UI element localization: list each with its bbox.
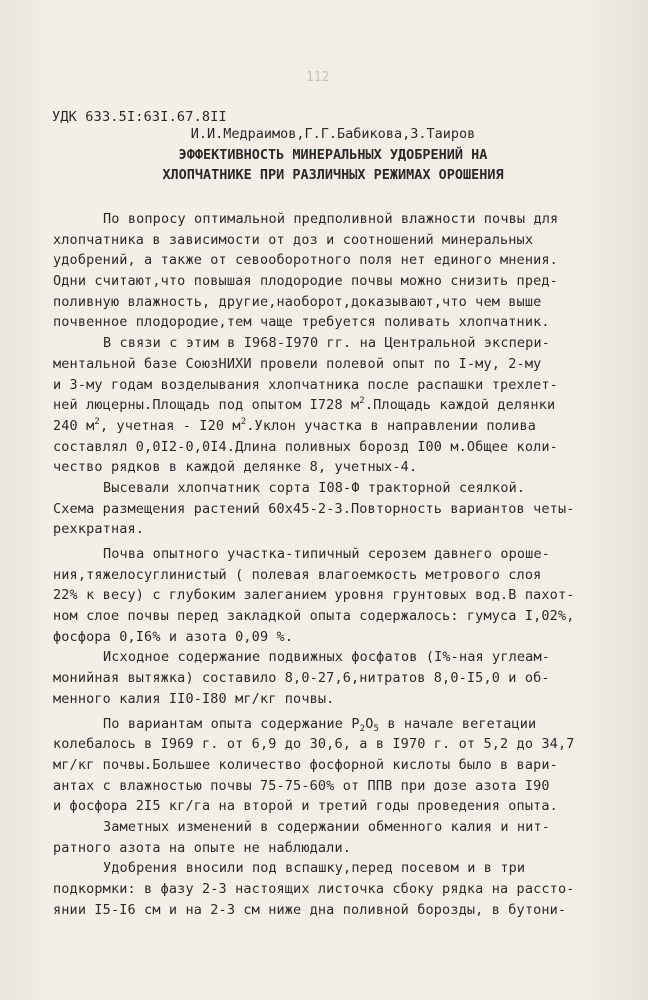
text-line: янии I5-I6 см и на 2-3 см ниже дна поливной борозды, в бутони- xyxy=(53,901,567,918)
text-span: в начале вегетации xyxy=(379,715,537,732)
text-line: почвенное плодородие,тем чаще требуется поливать хлопчатник. xyxy=(53,314,550,331)
text-line: чество рядков в каждой делянке 8, учетных-4. xyxy=(53,459,418,476)
title-line-2: ХЛОПЧАТНИКЕ ПРИ РАЗЛИЧНЫХ РЕЖИМАХ ОРОШЕНИЯ xyxy=(162,167,504,183)
subscript: 2 xyxy=(359,723,366,734)
text-span: О xyxy=(365,715,374,732)
text-line xyxy=(53,416,643,437)
text-line: ментальной базе СоюзНИХИ провели полевой опыт по I-му, 2-му xyxy=(53,355,542,372)
text-line: Почва опытного участка-типичный серозем давнего ороше- xyxy=(103,546,550,562)
text-line: рехкратная. xyxy=(53,521,145,538)
text-line: По вопросу оптимальной предполивной влажности почвы для xyxy=(103,211,559,227)
text-span: ней люцерны.Площадь под опытом I728 м xyxy=(53,397,360,414)
text-line: ния,тяжелосуглинистый ( полевая влагоемкость метрового слоя xyxy=(53,566,542,583)
text-line: монийная вытяжка) составило 8,0-27,6,нитратов 8,0-I5,0 и об- xyxy=(53,670,550,687)
text-line: подкормки: в фазу 2-3 настоящих листочка сбоку рядка на рассто- xyxy=(53,881,575,897)
authors: И.И.Медраимов,Г.Г.Бабикова,З.Таиров xyxy=(190,126,476,142)
text-line: В связи с этим в I968-I970 гг. на Центральной экспери- xyxy=(103,335,550,352)
text-line: составлял 0,0I2-0,0I4.Длина поливных борозд I00 м.Общее коли- xyxy=(53,438,558,455)
text-span: По вариантам опыта содержание Р xyxy=(103,715,360,732)
text-line: менного калия II0-I80 мг/кг почвы. xyxy=(53,690,335,707)
udc-code: УДК 633.5I:63I.67.8II xyxy=(52,109,227,125)
text-line: Заметных изменений в содержании обменного калия и нит- xyxy=(103,818,550,835)
superscript: 2 xyxy=(359,396,365,407)
text-line: антах с влажностью почвы 75-75-60% от ППВ при дозе азота I90 xyxy=(53,777,550,794)
superscript: 2 xyxy=(240,416,247,427)
superscript: 2 xyxy=(94,416,100,427)
text-line: Исходное содержание подвижных фосфатов (I%-ная углеам- xyxy=(103,649,550,666)
text-line: удобрений, а также от севооборотного поля нет единого мнения. xyxy=(53,252,558,269)
text-span: .Уклон участка в направлении полива xyxy=(246,417,537,434)
page-number: 112 xyxy=(306,70,330,85)
text-line: фосфора 0,I6% и азота 0,09 %. xyxy=(53,628,294,645)
text-line: и 3-му годам возделывания хлопчатника после распашки трехлет- xyxy=(53,376,558,393)
text-line: ном слое почвы перед закладкой опыта содержалось: гумуса I,02%, xyxy=(53,608,575,625)
text-line: хлопчатника в зависимости от доз и соотношений минеральных xyxy=(53,231,534,248)
text-line: колебалось в I969 г. от 6,9 до 30,6, а в I970 г. от 5,2 до 34,7 xyxy=(53,736,575,753)
text-line: Высевали хлопчатник сорта I08-Ф тракторной сеялкой. xyxy=(103,479,526,496)
text-line: поливную влажность, другие,наоборот,доказывают,что чем выше xyxy=(53,293,542,310)
text-span: .Площадь каждой делянки xyxy=(364,397,556,414)
text-line: ратного азота на опыте не наблюдали. xyxy=(53,839,351,856)
text-line: Одни считают,что повышая плодородие почвы можно снизить пред- xyxy=(53,273,558,290)
article-body xyxy=(53,209,643,920)
text-line: Удобрения вносили под вспашку,перед посевом и в три xyxy=(103,860,526,877)
text-line: и фосфора 2I5 кг/га на второй и третий годы проведения опыта. xyxy=(53,798,558,815)
text-line: мг/кг почвы.Большее количество фосфорной кислоты было в вари- xyxy=(53,756,558,773)
text-span: , учетная - I20 м xyxy=(99,417,241,434)
text-span: 240 м xyxy=(53,417,95,434)
text-line xyxy=(53,395,643,416)
text-line: 22% к весу) с глубоким залеганием уровня грунтовых вод.В пахот- xyxy=(53,587,575,604)
text-line xyxy=(53,714,643,735)
text-line: Схема размещения растений 60х45-2-3.Повторность вариантов четы- xyxy=(53,500,575,517)
subscript: 5 xyxy=(373,723,380,734)
title-line-1: ЭФФЕКТИВНОСТЬ МИНЕРАЛЬНЫХ УДОБРЕНИЙ НА xyxy=(178,147,488,163)
